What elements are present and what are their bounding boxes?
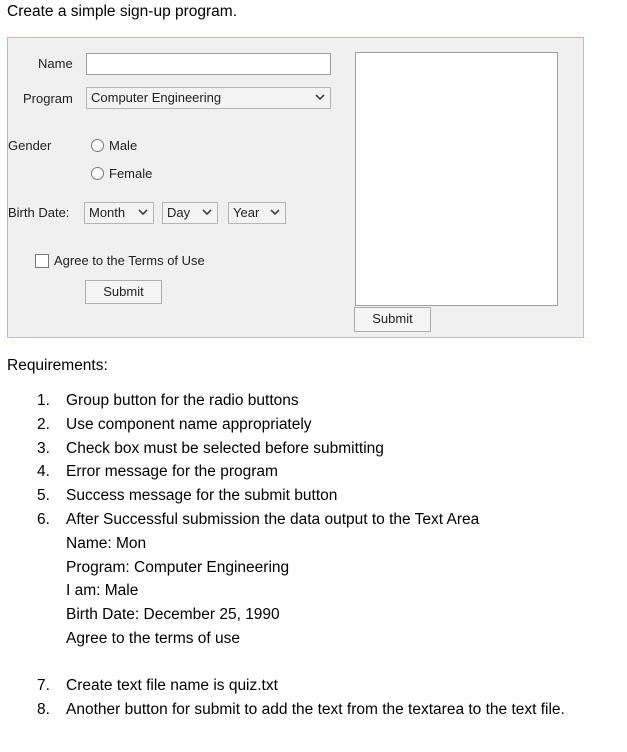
signup-form-panel (7, 37, 584, 338)
male-radio[interactable] (91, 139, 104, 152)
female-radio[interactable] (91, 167, 104, 180)
gender-label: Gender (8, 138, 52, 153)
year-select-value: Year (233, 205, 260, 220)
year-select[interactable] (228, 202, 286, 224)
output-textarea[interactable] (355, 52, 558, 306)
chevron-down-icon (138, 207, 148, 217)
document-title: Create a simple sign-up program. (7, 3, 238, 20)
name-label: Name (38, 56, 73, 71)
chevron-down-icon (270, 207, 280, 217)
name-input[interactable] (86, 53, 331, 75)
month-select-value: Month (89, 205, 126, 220)
requirements-heading: Requirements: (7, 357, 108, 374)
agree-checkbox[interactable] (35, 254, 49, 268)
male-radio-label: Male (109, 138, 138, 153)
month-select[interactable] (84, 202, 154, 224)
program-label: Program (23, 91, 73, 106)
program-select[interactable] (86, 87, 331, 109)
program-select-value: Computer Engineering (91, 90, 222, 105)
birth-date-label: Birth Date: (8, 205, 70, 220)
chevron-down-icon (315, 92, 325, 102)
chevron-down-icon (202, 207, 212, 217)
female-radio-label: Female (109, 166, 153, 181)
textarea-submit-button[interactable]: Submit (354, 307, 431, 332)
day-select[interactable] (162, 202, 218, 224)
day-select-value: Day (167, 205, 191, 220)
submit-button[interactable]: Submit (85, 280, 162, 304)
agree-checkbox-label: Agree to the Terms of Use (54, 253, 205, 268)
